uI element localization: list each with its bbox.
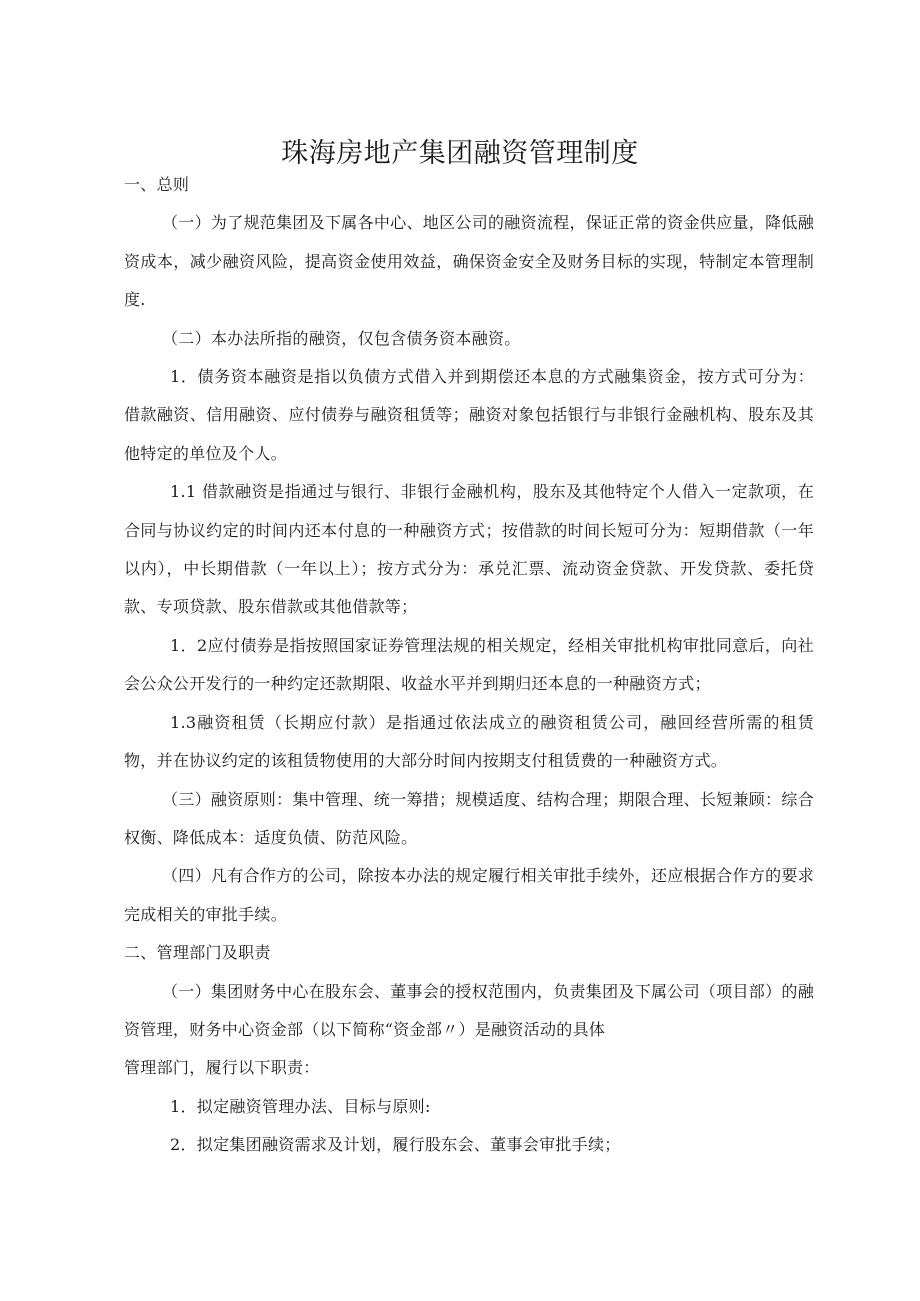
document-body xyxy=(124,166,814,1165)
section-heading-general: 一、总则 xyxy=(124,175,190,194)
paragraph: （二）本办法所指的融资，仅包含债务资本融资。 xyxy=(162,328,521,348)
paragraph: 1.3融资租赁（长期应付款）是指通过依法成立的融资租赁公司，融回经营所需的租赁物，并在协议约定的该租赁物使用的大部分时间内按期支付租赁费的一种融资方式。 xyxy=(124,712,814,771)
document-title: 珠海房地产集团融资管理制度 xyxy=(281,138,639,170)
paragraph: （一）为了规范集团及下属各中心、地区公司的融资流程，保证正常的资金供应量，降低融资成本，减少融资风险，提高资金使用效益，确保资金安全及财务目标的实现，特制定本管理制度. xyxy=(124,213,815,310)
paragraph: （三）融资原则：集中管理、统一筹措；规模适度、结构合理；期限合理、长短兼顾：综合权衡、降低成本：适度负债、防范风险。 xyxy=(124,789,815,847)
section-heading-departments: 二、管理部门及职责 xyxy=(124,943,271,963)
paragraph: 1．2应付债券是指按照国家证券管理法规的相关规定，经相关审批机构审批同意后，向社会公众公开发行的一种约定还款期限、收益水平并到期归还本息的一种融资方式； xyxy=(124,635,814,694)
paragraph: 1．债务资本融资是指以负债方式借入并到期偿还本息的方式融集资金，按方式可分为：借款融资、信用融资、应付债券与融资租赁等；融资对象包括银行与非银行金融机构、股东及其他特定的单位及个人。 xyxy=(124,367,814,463)
paragraph: （四）凡有合作方的公司，除按本办法的规定履行相关审批手续外，还应根据合作方的要求完成相关的审批手续。 xyxy=(124,866,815,924)
paragraph: 1．拟定融资管理办法、目标与原则: xyxy=(170,1096,431,1116)
paragraph: 1.1 借款融资是指通过与银行、非银行金融机构，股东及其他特定个人借入一定款项，在合同与协议约定的时间内还本付息的一种融资方式；按借款的时间长短可分为：短期借款（一年以内），中长期借款（一年以上）；按方式分为：承兑汇票、流动资金贷款、开发贷款、委托贷款、专项贷款、股东借款或其他借款等； xyxy=(124,482,814,617)
paragraph: 管理部门，履行以下职责： xyxy=(124,1058,320,1078)
paragraph: 2．拟定集团融资需求及计划，履行股东会、董事会审批手续； xyxy=(170,1135,621,1155)
paragraph: （一）集团财务中心在股东会、董事会的授权范围内，负责集团及下属公司（项目部）的融资管理，财务中心资金部（以下简称“资金部〃）是融资活动的具体 xyxy=(124,981,815,1039)
